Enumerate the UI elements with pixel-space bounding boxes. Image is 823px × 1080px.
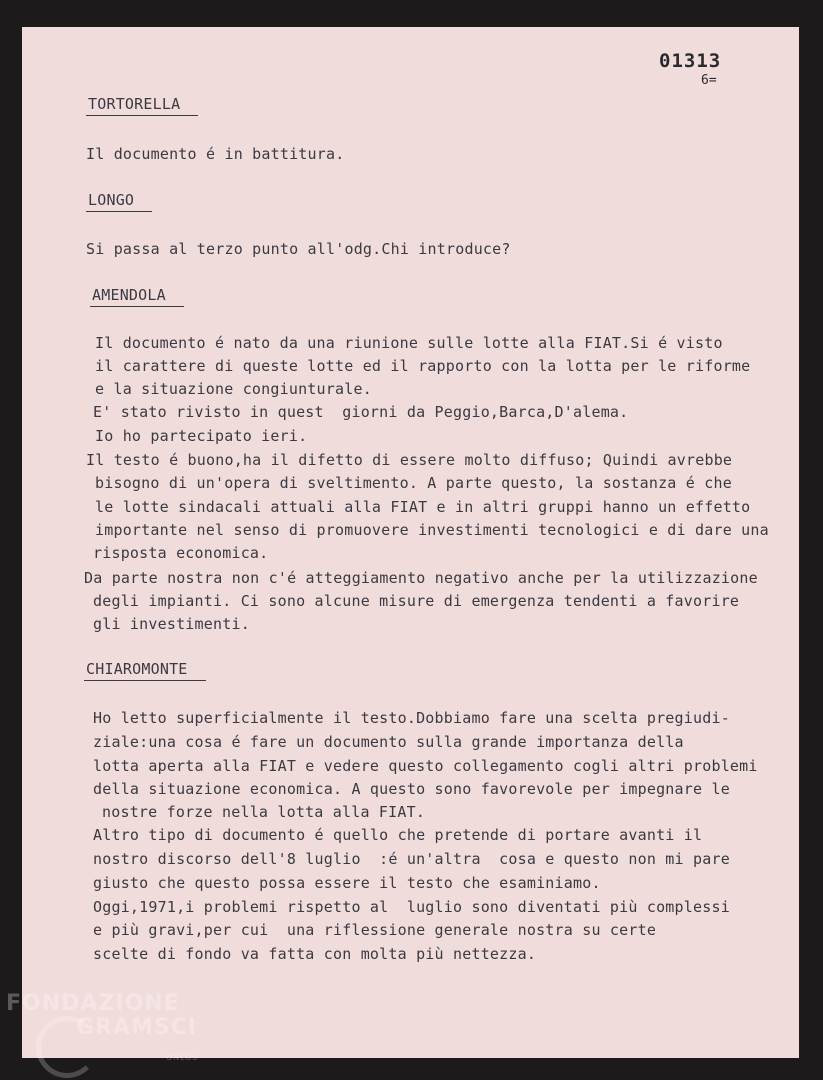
watermark bbox=[6, 991, 199, 1062]
text-line: Oggi,1971,i problemi rispetto al luglio sono diventati più complessi bbox=[93, 898, 730, 916]
speaker-longo: LONGO bbox=[86, 191, 152, 212]
text-line: risposta economica. bbox=[93, 544, 269, 562]
text-line: gli investimenti. bbox=[93, 615, 250, 633]
speaker-tortorella: TORTORELLA bbox=[86, 95, 198, 116]
text-line: Il testo é buono,ha il difetto di essere molto diffuso; Quindi avrebbe bbox=[86, 451, 733, 469]
text-line: bisogno di un'opera di sveltimento. A parte questo, la sostanza é che bbox=[95, 474, 732, 492]
text-line: nostre forze nella lotta alla FIAT. bbox=[102, 803, 426, 821]
document-number: 01313 bbox=[659, 50, 722, 72]
text-line: Il documento é in battitura. bbox=[86, 145, 345, 163]
text-line: ziale:una cosa é fare un documento sulla grande importanza della bbox=[93, 733, 684, 751]
document-sub-number: 6= bbox=[701, 73, 717, 88]
text-line: della situazione economica. A questo sono favorevole per impegnare le bbox=[93, 780, 730, 798]
watermark-line3: ONLUS bbox=[166, 1053, 199, 1062]
text-line: le lotte sindacali attuali alla FIAT e in altri gruppi hanno un effetto bbox=[95, 498, 751, 516]
text-line: importante nel senso di promuovere investimenti tecnologici e di dare una bbox=[95, 521, 769, 539]
watermark-line2: GRAMSCI bbox=[76, 1015, 198, 1040]
text-line: scelte di fondo va fatta con molta più nettezza. bbox=[93, 945, 537, 963]
text-line: Altro tipo di documento é quello che pretende di portare avanti il bbox=[93, 826, 703, 844]
speaker-chiaromonte: CHIAROMONTE bbox=[84, 660, 206, 681]
text-line: Io ho partecipato ieri. bbox=[95, 427, 308, 445]
text-line: giusto che questo possa essere il testo che esaminiamo. bbox=[93, 874, 601, 892]
text-line: Si passa al terzo punto all'odg.Chi introduce? bbox=[86, 240, 511, 258]
text-line: Da parte nostra non c'é atteggiamento negativo anche per la utilizzazione bbox=[84, 569, 758, 587]
text-line: e la situazione congiunturale. bbox=[95, 380, 372, 398]
text-line: il carattere di queste lotte ed il rapporto con la lotta per le riforme bbox=[95, 357, 751, 375]
text-line: Ho letto superficialmente il testo.Dobbiamo fare una scelta pregiudi- bbox=[93, 709, 730, 727]
text-line: nostro discorso dell'8 luglio :é un'altra cosa e questo non mi pare bbox=[93, 850, 730, 868]
text-line: Il documento é nato da una riunione sulle lotte alla FIAT.Si é visto bbox=[95, 334, 723, 352]
text-line: lotta aperta alla FIAT e vedere questo collegamento cogli altri problemi bbox=[93, 757, 758, 775]
text-line: e più gravi,per cui una riflessione generale nostra su certe bbox=[93, 921, 657, 939]
text-line: E' stato rivisto in quest giorni da Peggio,Barca,D'alema. bbox=[93, 403, 629, 421]
watermark-line1: FONDAZIONE bbox=[6, 991, 180, 1016]
text-line: degli impianti. Ci sono alcune misure di emergenza tendenti a favorire bbox=[93, 592, 740, 610]
speaker-amendola: AMENDOLA bbox=[90, 286, 184, 307]
